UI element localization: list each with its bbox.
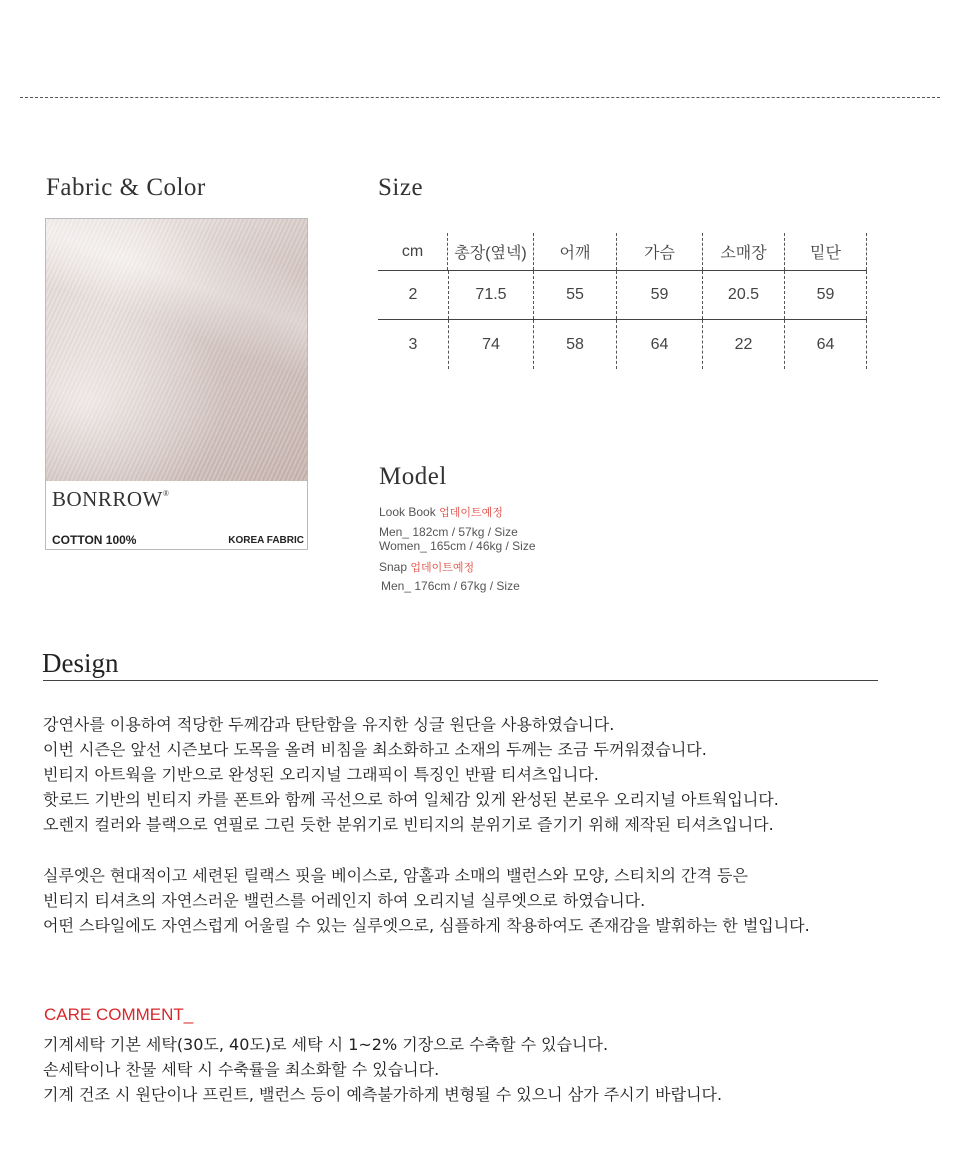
design-line: 오렌지 컬러와 블랙으로 연필로 그린 듯한 분위기로 빈티지의 분위기로 즐기기 위해 제작된 티셔츠입니다. (43, 815, 774, 834)
size-table-row (378, 320, 867, 369)
size-table (378, 233, 867, 369)
size-header-cell: 어깨 (534, 233, 617, 270)
care-line: 기계세탁 기본 세탁(30도, 40도)로 세탁 시 1~2% 기장으로 수축할 수 있습니다. (43, 1035, 609, 1054)
lookbook-update-note: 업데이트예정 (439, 507, 503, 519)
registered-mark: ® (162, 489, 170, 498)
design-line: 핫로드 기반의 빈티지 카를 폰트와 함께 곡선으로 하여 일체감 있게 완성된 본로우 오리지널 아트웍입니다. (43, 790, 779, 809)
lookbook-men: Men_ 182cm / 57kg / Size (379, 525, 518, 539)
size-cell: 3 (408, 335, 418, 353)
size-title: Size (378, 174, 424, 201)
size-header-cell: cm (378, 233, 448, 270)
fabric-photo (46, 219, 307, 481)
fabric-swatch-card (45, 218, 308, 550)
snap-update-note: 업데이트예정 (410, 562, 475, 574)
snap-men: Men_ 176cm / 67kg / Size (381, 579, 520, 593)
design-line: 빈티지 아트웍을 기반으로 완성된 오리지널 그래픽이 특징인 반팔 티셔츠입니다. (43, 765, 599, 784)
fabric-color-title: Fabric & Color (46, 174, 206, 201)
care-comment-list (43, 1032, 722, 1107)
size-header-cell: 소매장 (703, 233, 785, 270)
design-paragraph-1 (43, 712, 779, 837)
size-cell: 64 (617, 320, 703, 369)
fabric-content-label: COTTON 100% (52, 533, 137, 547)
design-line: 강연사를 이용하여 적당한 두께감과 탄탄함을 유지한 싱글 원단을 사용하였습니다. (43, 715, 615, 734)
lookbook-women: Women_ 165cm / 46kg / Size (379, 539, 536, 553)
size-cell: 20.5 (703, 271, 785, 319)
size-cell: 74 (448, 320, 534, 369)
size-cell: 71.5 (448, 271, 534, 319)
care-line: 손세탁이나 찬물 세탁 시 수축률을 최소화할 수 있습니다. (43, 1060, 440, 1079)
dashed-divider (20, 97, 940, 98)
design-line: 빈티지 티셔츠의 자연스러운 밸런스를 어레인지 하여 오리지널 실루엣으로 하였습니다. (43, 891, 646, 910)
size-cell: 58 (534, 320, 617, 369)
model-info (379, 505, 536, 593)
care-comment-title: CARE COMMENT_ (44, 1005, 194, 1024)
size-cell: 64 (785, 320, 867, 369)
size-cell: 59 (785, 271, 867, 319)
care-line: 기계 건조 시 원단이나 프린트, 밸런스 등이 예측불가하게 변형될 수 있으니 삼가 주시기 바랍니다. (43, 1085, 723, 1104)
design-line: 이번 시즌은 앞선 시즌보다 도목을 올려 비침을 최소화하고 소재의 두께는 조금 두꺼워졌습니다. (43, 740, 707, 759)
size-cell: 55 (534, 271, 617, 319)
size-cell: 2 (408, 286, 418, 303)
fabric-origin-label: KOREA FABRIC (228, 535, 304, 546)
design-title: Design (42, 648, 119, 678)
design-divider (43, 680, 878, 681)
size-cell: 22 (703, 320, 785, 369)
size-header-cell: 밑단 (785, 233, 867, 270)
design-line: 실루엣은 현대적이고 세련된 릴랙스 핏을 베이스로, 암홀과 소매의 밸런스와 모양, 스티치의 간격 등은 (43, 866, 748, 885)
design-paragraph-2 (43, 863, 810, 938)
size-header-cell: 총장(옆넥) (448, 233, 534, 270)
size-table-header (378, 233, 867, 271)
snap-label: Snap (379, 560, 408, 574)
lookbook-label: Look Book (379, 505, 436, 519)
size-header-cell: 가슴 (617, 233, 703, 270)
design-line: 어떤 스타일에도 자연스럽게 어울릴 수 있는 실루엣으로, 심플하게 착용하여도 존재감을 발휘하는 한 벌입니다. (43, 916, 810, 935)
size-cell: 59 (617, 271, 703, 319)
size-table-row (378, 271, 867, 320)
fabric-brand: BONRROW® (52, 487, 170, 511)
model-title: Model (379, 463, 447, 490)
